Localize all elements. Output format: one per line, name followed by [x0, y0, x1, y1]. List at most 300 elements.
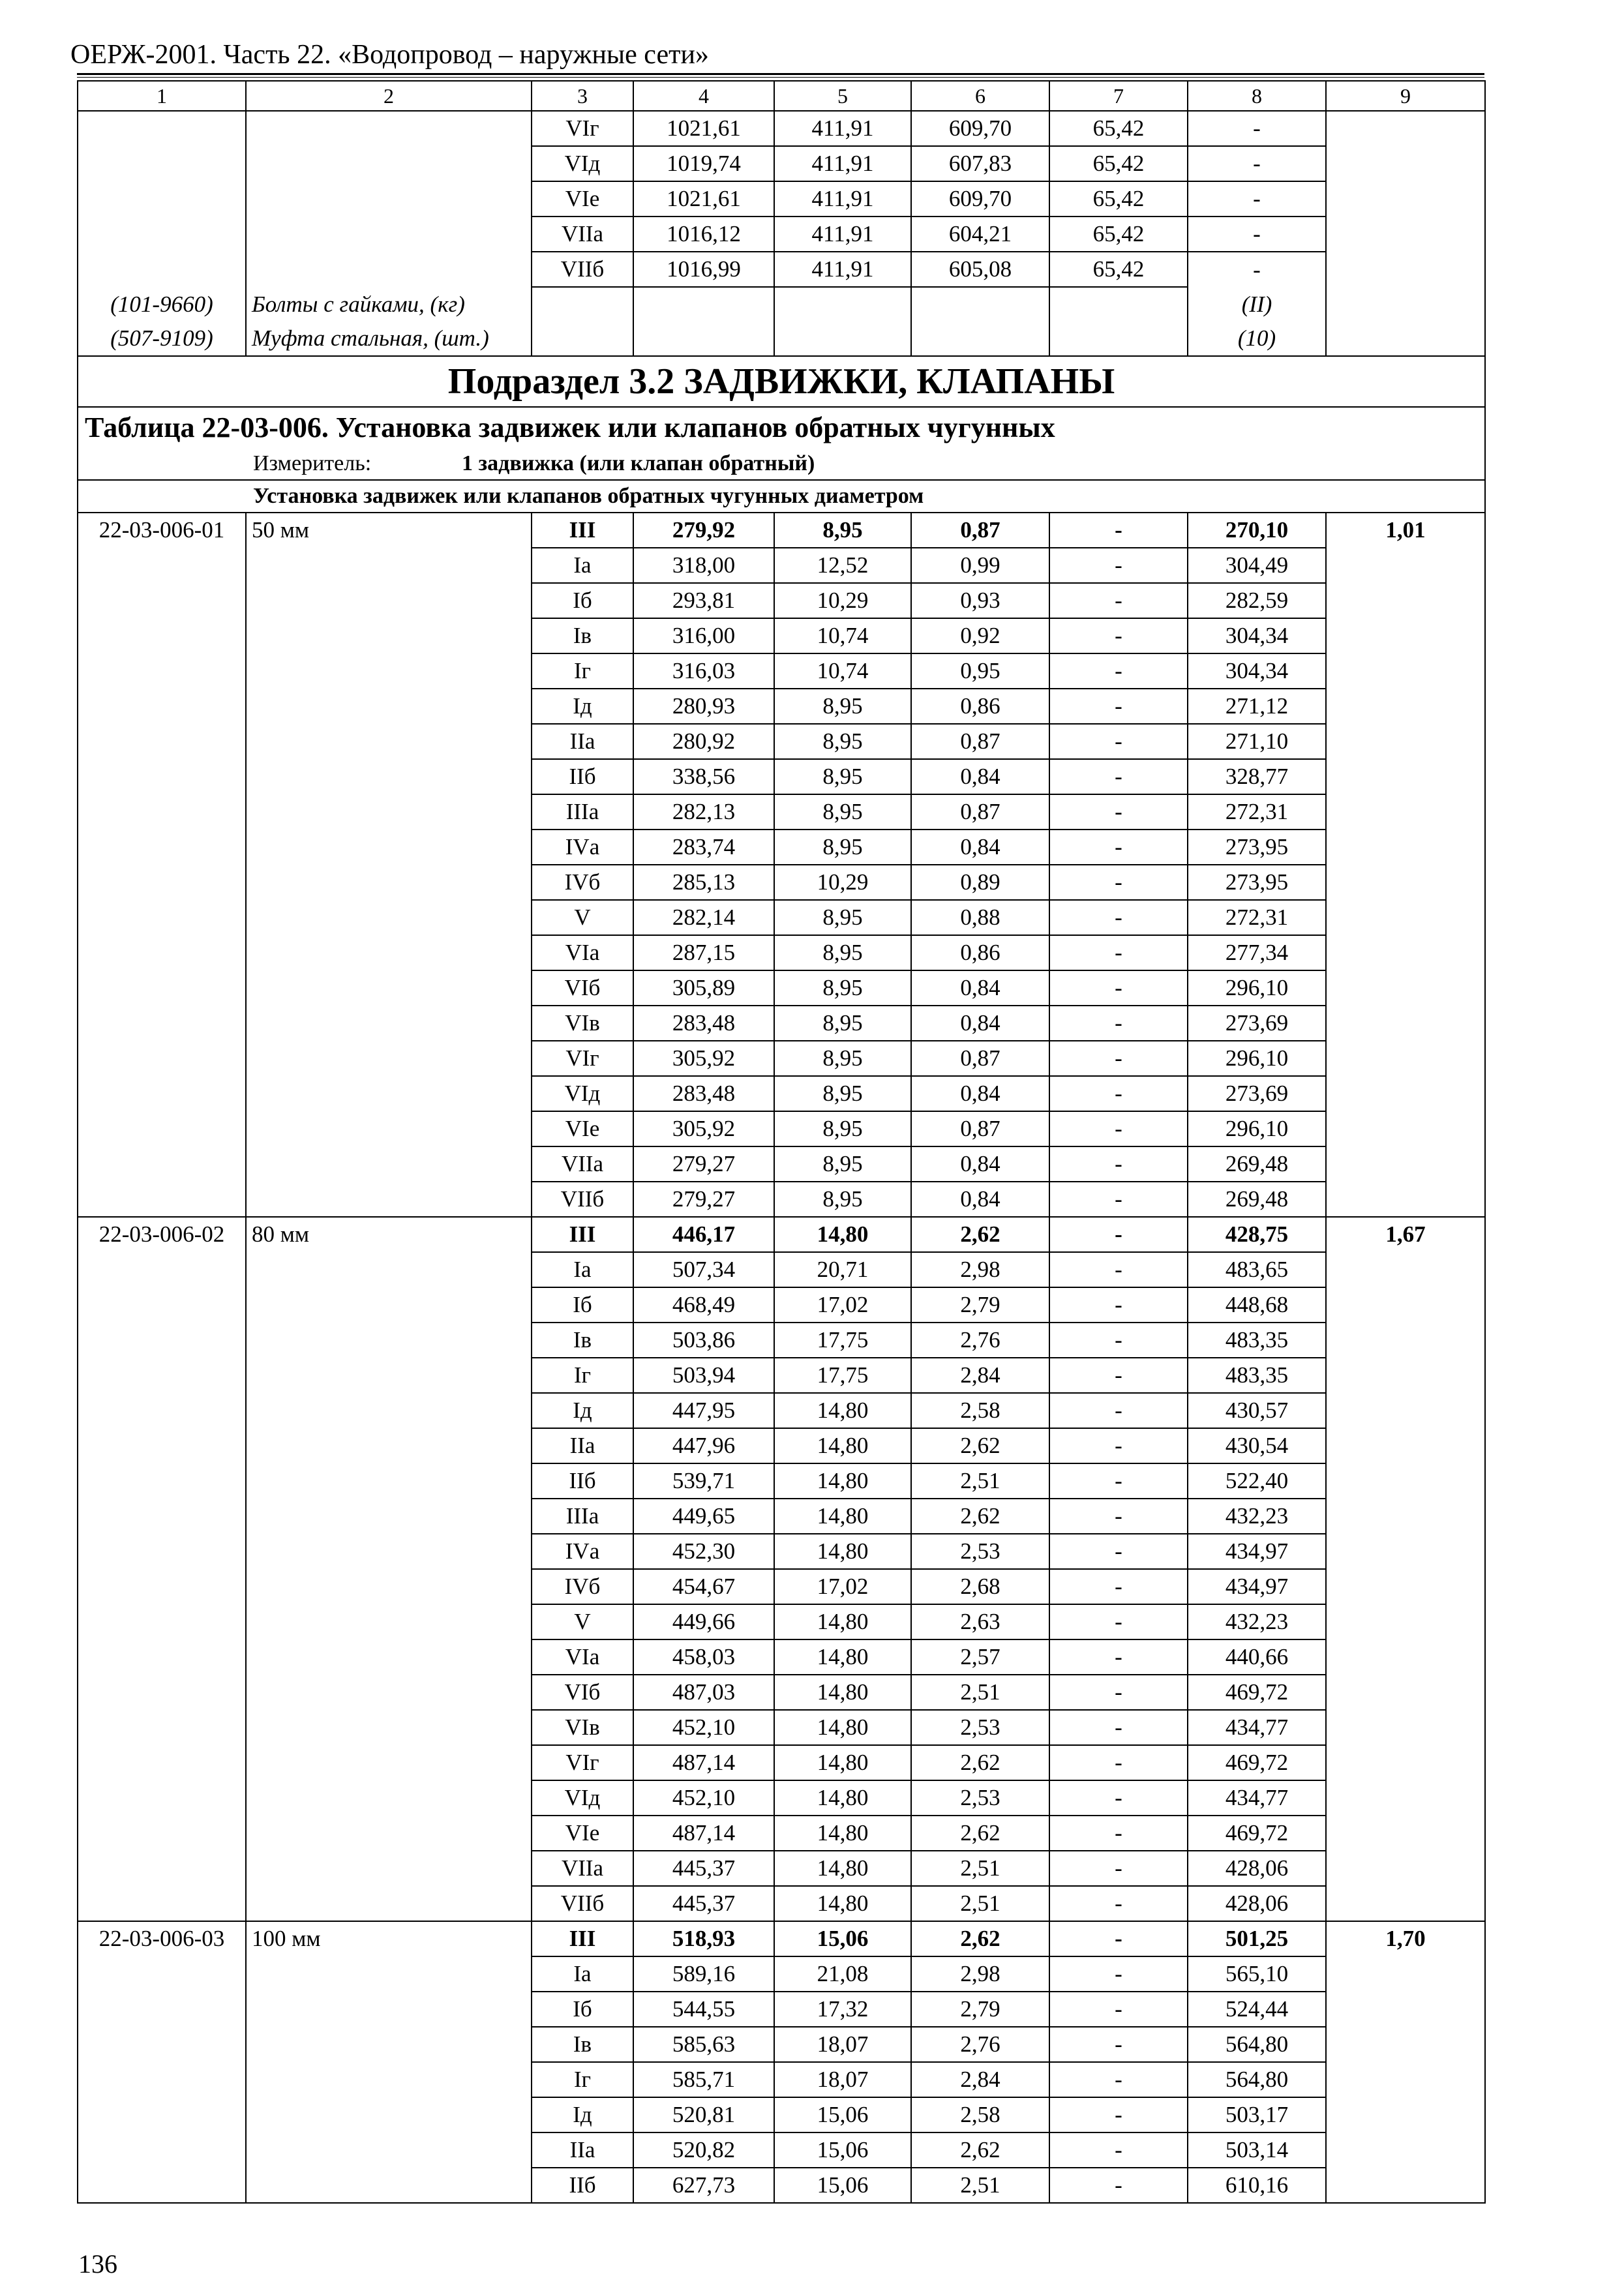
value-cell: -: [1049, 1921, 1188, 1956]
value-cell: 14,80: [774, 1217, 911, 1252]
value-cell: 445,37: [633, 1886, 774, 1921]
rate-code: [78, 1428, 246, 1463]
value-cell: 2,63: [911, 1604, 1049, 1639]
rate-code: [78, 1006, 246, 1041]
rate-code: 22-03-006-02: [78, 1217, 246, 1252]
index-cell: [1326, 1499, 1485, 1534]
value-cell: 8,95: [774, 794, 911, 830]
rate-name: [246, 1816, 532, 1851]
rate-code: [78, 759, 246, 794]
value-cell: 469,72: [1188, 1675, 1326, 1710]
index-cell: [1326, 1428, 1485, 1463]
value-cell: 507,34: [633, 1252, 774, 1287]
zone-cell: Iг: [532, 653, 633, 689]
page-number: 136: [78, 2249, 117, 2279]
value-cell: 428,06: [1188, 1886, 1326, 1921]
value-cell: 565,10: [1188, 1956, 1326, 1992]
index-cell: [1326, 2097, 1485, 2132]
value-cell: 2,62: [911, 1745, 1049, 1780]
table-row: [78, 2062, 1485, 2097]
value-cell: 446,17: [633, 1217, 774, 1252]
table-row: [78, 1639, 1485, 1675]
value-cell: 2,62: [911, 1499, 1049, 1534]
resource-row: [78, 287, 1485, 322]
value-cell: 483,65: [1188, 1252, 1326, 1287]
value-cell: 280,92: [633, 724, 774, 759]
zone-cell: VIг: [532, 111, 633, 146]
column-number: 2: [246, 81, 532, 111]
value-cell: 271,12: [1188, 689, 1326, 724]
value-cell: 282,14: [633, 900, 774, 935]
index-cell: [1326, 759, 1485, 794]
value-cell: -: [1049, 618, 1188, 653]
column-number: 1: [78, 81, 246, 111]
value-cell: 605,08: [911, 252, 1049, 287]
value-cell: 483,35: [1188, 1358, 1326, 1393]
rate-code: [78, 1534, 246, 1569]
rate-name: [246, 1780, 532, 1816]
column-number: 9: [1326, 81, 1485, 111]
table-row: [78, 1463, 1485, 1499]
zone-cell: IIIа: [532, 1499, 633, 1534]
header-rule: [77, 73, 1484, 75]
rate-name: [246, 1851, 532, 1886]
value-cell: 285,13: [633, 865, 774, 900]
rate-name: [246, 865, 532, 900]
value-cell: -: [1049, 2097, 1188, 2132]
rate-code: [78, 900, 246, 935]
rate-name: [246, 583, 532, 618]
value-cell: 2,53: [911, 1534, 1049, 1569]
value-cell: 15,06: [774, 1921, 911, 1956]
zone-cell: VIе: [532, 1816, 633, 1851]
table-row: [78, 252, 1485, 287]
table-row: [78, 618, 1485, 653]
value-cell: 10,74: [774, 618, 911, 653]
value-cell: -: [1049, 1569, 1188, 1604]
value-cell: 483,35: [1188, 1323, 1326, 1358]
value-cell: -: [1049, 1745, 1188, 1780]
value-cell: 8,95: [774, 1111, 911, 1146]
zone-cell: Iд: [532, 1393, 633, 1428]
value-cell: 432,23: [1188, 1604, 1326, 1639]
value-cell: 0,84: [911, 759, 1049, 794]
zone-cell: VIе: [532, 1111, 633, 1146]
value-cell: 316,00: [633, 618, 774, 653]
index-cell: [1326, 1393, 1485, 1428]
rate-name: [246, 970, 532, 1006]
value-cell: -: [1049, 1886, 1188, 1921]
value-cell: 14,80: [774, 1745, 911, 1780]
value-cell: 487,14: [633, 1816, 774, 1851]
value-cell: 14,80: [774, 1816, 911, 1851]
measure-value: 1 задвижка (или клапан обратный): [462, 451, 815, 475]
value-cell: 273,95: [1188, 865, 1326, 900]
rate-code: [78, 618, 246, 653]
zone-cell: Iб: [532, 1287, 633, 1323]
zone-cell: Iв: [532, 1323, 633, 1358]
index-cell: [1326, 2027, 1485, 2062]
value-cell: 8,95: [774, 900, 911, 935]
table-row: [78, 2097, 1485, 2132]
table-row: [78, 2132, 1485, 2168]
table-row: [78, 1393, 1485, 1428]
table-row: [78, 1323, 1485, 1358]
index-cell: 1,01: [1326, 513, 1485, 548]
table-row: [78, 1992, 1485, 2027]
zone-cell: Iв: [532, 2027, 633, 2062]
table-row: [78, 1076, 1485, 1111]
value-cell: -: [1049, 1710, 1188, 1745]
rate-name: [246, 2168, 532, 2203]
value-cell: 0,93: [911, 583, 1049, 618]
value-cell: [1326, 146, 1485, 181]
zone-cell: Iа: [532, 1956, 633, 1992]
rate-code: 22-03-006-03: [78, 1921, 246, 1956]
value-cell: -: [1049, 935, 1188, 970]
index-cell: [1326, 689, 1485, 724]
value-cell: -: [1049, 759, 1188, 794]
value-cell: 271,10: [1188, 724, 1326, 759]
index-cell: [1326, 1287, 1485, 1323]
value-cell: 2,53: [911, 1710, 1049, 1745]
column-numbers-row: [78, 81, 1485, 111]
zone-cell: VIб: [532, 970, 633, 1006]
value-cell: 0,84: [911, 1076, 1049, 1111]
zone-cell: IVа: [532, 830, 633, 865]
value-cell: -: [1049, 1287, 1188, 1323]
name-cell: [246, 181, 532, 217]
rate-name: [246, 2097, 532, 2132]
zone-cell: IIб: [532, 759, 633, 794]
value-cell: -: [1049, 1534, 1188, 1569]
rate-code: [78, 689, 246, 724]
value-cell: -: [1049, 1323, 1188, 1358]
rate-name: 100 мм: [246, 1921, 532, 1956]
table-row: [78, 830, 1485, 865]
rate-code: [78, 1076, 246, 1111]
rate-name: [246, 1358, 532, 1393]
value-cell: 15,06: [774, 2097, 911, 2132]
value-cell: 428,06: [1188, 1851, 1326, 1886]
table-row: [78, 146, 1485, 181]
zone-cell: VIд: [532, 1076, 633, 1111]
value-cell: 270,10: [1188, 513, 1326, 548]
value-cell: 65,42: [1049, 252, 1188, 287]
table-row: [78, 217, 1485, 252]
value-cell: [1326, 181, 1485, 217]
rate-code: [78, 1816, 246, 1851]
rate-name: [246, 1006, 532, 1041]
rate-name: [246, 724, 532, 759]
value-cell: 304,49: [1188, 548, 1326, 583]
rate-name: [246, 1252, 532, 1287]
value-cell: [1326, 252, 1485, 287]
value-cell: 14,80: [774, 1886, 911, 1921]
value-cell: 458,03: [633, 1639, 774, 1675]
group-first-row: [78, 513, 1485, 548]
index-cell: [1326, 1780, 1485, 1816]
value-cell: 305,92: [633, 1041, 774, 1076]
rate-code: [78, 2132, 246, 2168]
value-cell: -: [1049, 1463, 1188, 1499]
rate-code: [78, 1675, 246, 1710]
value-cell: 20,71: [774, 1252, 911, 1287]
document-header: ОЕРЖ-2001. Часть 22. «Водопровод – наружные сети»: [70, 40, 709, 70]
value-cell: -: [1049, 1816, 1188, 1851]
column-number: 6: [911, 81, 1049, 111]
empty-cell: [911, 287, 1049, 322]
value-cell: 2,79: [911, 1287, 1049, 1323]
table-row: [78, 1146, 1485, 1182]
index-cell: [1326, 1675, 1485, 1710]
value-cell: 17,75: [774, 1323, 911, 1358]
table-row: [78, 1499, 1485, 1534]
value-cell: 283,48: [633, 1076, 774, 1111]
value-cell: 14,80: [774, 1675, 911, 1710]
value-cell: 610,16: [1188, 2168, 1326, 2203]
empty-cell: [633, 287, 774, 322]
empty-cell: [774, 287, 911, 322]
index-cell: 1,67: [1326, 1217, 1485, 1252]
rate-code: 22-03-006-01: [78, 513, 246, 548]
value-cell: 1021,61: [633, 181, 774, 217]
zone-cell: VIIб: [532, 1182, 633, 1217]
resource-value: (10): [1188, 322, 1326, 356]
value-cell: 503,17: [1188, 2097, 1326, 2132]
measure-label: Измеритель:: [253, 451, 372, 475]
value-cell: -: [1049, 1992, 1188, 2027]
value-cell: 564,80: [1188, 2027, 1326, 2062]
value-cell: 501,25: [1188, 1921, 1326, 1956]
value-cell: 14,80: [774, 1393, 911, 1428]
value-cell: 487,14: [633, 1745, 774, 1780]
index-cell: [1326, 1992, 1485, 2027]
value-cell: 0,88: [911, 900, 1049, 935]
value-cell: 487,03: [633, 1675, 774, 1710]
index-cell: [1326, 2132, 1485, 2168]
index-cell: [1326, 935, 1485, 970]
rate-code: [78, 865, 246, 900]
value-cell: -: [1049, 653, 1188, 689]
value-cell: -: [1049, 900, 1188, 935]
value-cell: 17,02: [774, 1569, 911, 1604]
value-cell: -: [1188, 181, 1326, 217]
table-row: [78, 865, 1485, 900]
rate-code: [78, 1358, 246, 1393]
rate-code: [78, 1639, 246, 1675]
rate-code: [78, 1041, 246, 1076]
value-cell: 518,93: [633, 1921, 774, 1956]
value-cell: 469,72: [1188, 1816, 1326, 1851]
value-cell: 469,72: [1188, 1745, 1326, 1780]
value-cell: 8,95: [774, 513, 911, 548]
rate-name: [246, 1182, 532, 1217]
value-cell: -: [1049, 1252, 1188, 1287]
zone-cell: Iд: [532, 2097, 633, 2132]
value-cell: -: [1049, 1780, 1188, 1816]
value-cell: -: [1049, 1428, 1188, 1463]
resource-value: (II): [1188, 287, 1326, 322]
value-cell: 304,34: [1188, 618, 1326, 653]
table-row: [78, 1710, 1485, 1745]
value-cell: 280,93: [633, 689, 774, 724]
value-cell: 18,07: [774, 2062, 911, 2097]
rate-code: [78, 1323, 246, 1358]
index-cell: [1326, 1252, 1485, 1287]
table-row: [78, 2027, 1485, 2062]
rate-name: [246, 2132, 532, 2168]
rate-name: [246, 1041, 532, 1076]
value-cell: 452,30: [633, 1534, 774, 1569]
value-cell: 1016,99: [633, 252, 774, 287]
index-cell: [1326, 724, 1485, 759]
zone-cell: VIд: [532, 146, 633, 181]
zone-cell: IIб: [532, 1463, 633, 1499]
value-cell: 21,08: [774, 1956, 911, 1992]
value-cell: 503,86: [633, 1323, 774, 1358]
table-row: [78, 1745, 1485, 1780]
value-cell: -: [1049, 794, 1188, 830]
resource-code: (507-9109): [78, 322, 246, 356]
group-first-row: [78, 1217, 1485, 1252]
table-row: [78, 1252, 1485, 1287]
table-row: [78, 689, 1485, 724]
index-cell: [1326, 1358, 1485, 1393]
value-cell: 2,51: [911, 1463, 1049, 1499]
value-cell: 0,87: [911, 1111, 1049, 1146]
value-cell: 0,92: [911, 618, 1049, 653]
value-cell: -: [1049, 1956, 1188, 1992]
rate-code: [78, 2097, 246, 2132]
value-cell: 14,80: [774, 1780, 911, 1816]
zone-cell: VIIа: [532, 217, 633, 252]
value-cell: 305,89: [633, 970, 774, 1006]
table-row: [78, 1780, 1485, 1816]
index-cell: [1326, 1956, 1485, 1992]
zone-cell: Iд: [532, 689, 633, 724]
rate-name: [246, 1428, 532, 1463]
code-cell: [78, 252, 246, 287]
rate-name: [246, 1675, 532, 1710]
value-cell: 8,95: [774, 759, 911, 794]
table-row: [78, 111, 1485, 146]
rate-name: [246, 653, 532, 689]
zone-cell: Iг: [532, 1358, 633, 1393]
column-number: 3: [532, 81, 633, 111]
value-cell: 2,84: [911, 1358, 1049, 1393]
index-cell: [1326, 794, 1485, 830]
value-cell: 585,63: [633, 2027, 774, 2062]
zone-cell: VIг: [532, 1745, 633, 1780]
value-cell: 524,44: [1188, 1992, 1326, 2027]
value-cell: -: [1049, 1146, 1188, 1182]
value-cell: 452,10: [633, 1710, 774, 1745]
value-cell: 468,49: [633, 1287, 774, 1323]
value-cell: 283,48: [633, 1006, 774, 1041]
index-cell: [1326, 548, 1485, 583]
index-cell: [1326, 618, 1485, 653]
zone-cell: V: [532, 900, 633, 935]
table-row: [78, 1287, 1485, 1323]
zone-cell: VIб: [532, 1675, 633, 1710]
value-cell: 10,29: [774, 865, 911, 900]
value-cell: 282,13: [633, 794, 774, 830]
value-cell: 411,91: [774, 146, 911, 181]
value-cell: 411,91: [774, 252, 911, 287]
index-cell: [1326, 1851, 1485, 1886]
column-number: 8: [1188, 81, 1326, 111]
rate-name: [246, 1639, 532, 1675]
value-cell: -: [1049, 2168, 1188, 2203]
value-cell: 279,27: [633, 1182, 774, 1217]
value-cell: 0,95: [911, 653, 1049, 689]
value-cell: 8,95: [774, 1041, 911, 1076]
value-cell: 273,69: [1188, 1076, 1326, 1111]
name-cell: [246, 217, 532, 252]
value-cell: 447,96: [633, 1428, 774, 1463]
zone-cell: Iб: [532, 1992, 633, 2027]
empty-cell: [532, 322, 633, 356]
rate-name: [246, 618, 532, 653]
value-cell: 279,92: [633, 513, 774, 548]
value-cell: 449,65: [633, 1499, 774, 1534]
value-cell: 15,06: [774, 2168, 911, 2203]
value-cell: 0,87: [911, 1041, 1049, 1076]
value-cell: 8,95: [774, 970, 911, 1006]
rate-name: [246, 1499, 532, 1534]
value-cell: 2,76: [911, 2027, 1049, 2062]
table-row: [78, 1569, 1485, 1604]
empty-cell: [633, 322, 774, 356]
value-cell: 0,89: [911, 865, 1049, 900]
rate-code: [78, 970, 246, 1006]
value-cell: -: [1049, 1358, 1188, 1393]
value-cell: -: [1049, 1006, 1188, 1041]
header-rule-thin: [77, 77, 1484, 78]
value-cell: -: [1049, 1604, 1188, 1639]
value-cell: 411,91: [774, 217, 911, 252]
rate-name: [246, 1393, 532, 1428]
measure-row: [78, 448, 1485, 480]
value-cell: 2,98: [911, 1956, 1049, 1992]
value-cell: -: [1188, 252, 1326, 287]
value-cell: 585,71: [633, 2062, 774, 2097]
value-cell: 503,94: [633, 1358, 774, 1393]
rate-code: [78, 1992, 246, 2027]
index-cell: [1326, 583, 1485, 618]
value-cell: 1016,12: [633, 217, 774, 252]
rate-name: [246, 1604, 532, 1639]
value-cell: 1019,74: [633, 146, 774, 181]
value-cell: -: [1049, 865, 1188, 900]
index-cell: [1326, 900, 1485, 935]
zone-cell: Iб: [532, 583, 633, 618]
value-cell: -: [1049, 724, 1188, 759]
zone-cell: VIв: [532, 1006, 633, 1041]
table-row: [78, 1358, 1485, 1393]
index-cell: [1326, 1006, 1485, 1041]
index-cell: [1326, 2168, 1485, 2203]
resource-row: [78, 322, 1485, 356]
value-cell: -: [1049, 513, 1188, 548]
index-cell: [1326, 1146, 1485, 1182]
value-cell: 10,74: [774, 653, 911, 689]
empty-cell: [911, 322, 1049, 356]
index-cell: [1326, 653, 1485, 689]
table-row: [78, 1604, 1485, 1639]
zone-cell: Iа: [532, 548, 633, 583]
